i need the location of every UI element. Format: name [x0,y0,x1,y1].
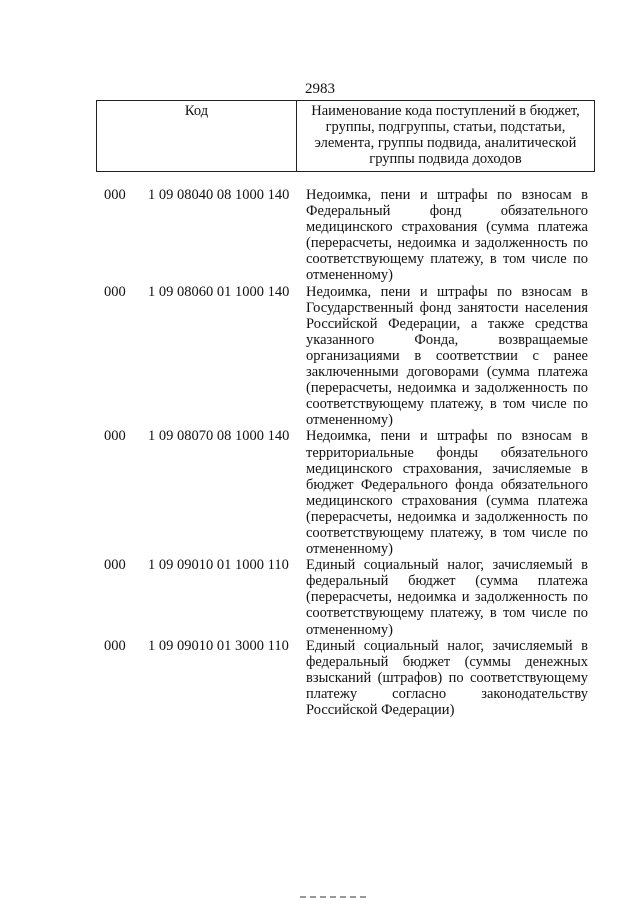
description-line: заключенными договорами (сумма платежа [306,364,588,381]
description-line: медицинского страхования (сумма платежа [306,219,588,236]
admin-code: 000 [104,187,126,203]
page-number: 2983 [305,81,335,97]
description-line: организациями в соответствии с ранее [306,347,588,364]
admin-code: 000 [104,283,126,300]
description-line: Федеральный фонд обязательного [306,203,588,220]
description-line: (перерасчеты, недоимка и задолженность по [306,508,588,525]
revenue-code: 1 09 09010 01 3000 110 [148,637,289,654]
description-line: соответствующему платежу, в том числе по [306,251,588,268]
description-line: отмененному) [306,541,393,558]
description-line: соответствующему платежу, в том числе по [306,396,588,413]
revenue-code: 1 09 08040 08 1000 140 [148,187,290,203]
name-column-header: Наименование кода поступлений в бюджет, группы, подгруппы, статьи, подстатьи, элемента, группы подвида, аналитической группы подвида доходов [311,103,580,167]
description-line: платежу согласно законодательству [306,685,588,702]
table-row [0,428,640,557]
admin-code: 000 [104,637,126,654]
revenue-description [306,638,588,718]
description-line: отмененному) [306,412,393,429]
description-line: медицинского страхования (сумма платежа [306,492,588,509]
description-line: Российской Федерации, а также средства [306,315,588,332]
revenue-code: 1 09 08060 01 1000 140 [148,283,290,300]
description-line: Единый социальный налог, зачисляемый в [306,637,588,654]
table-row [0,187,640,284]
description-line: Недоимка, пени и штрафы по взносам в [306,283,588,300]
description-line: отмененному) [306,267,393,284]
description-line: (перерасчеты, недоимка и задолженность по [306,380,588,397]
description-line: бюджет Федерального фонда обязательного [306,476,588,493]
table-row [0,638,640,718]
table-header [96,100,595,172]
admin-code: 000 [104,557,126,574]
revenue-code: 1 09 09010 01 1000 110 [148,557,289,574]
description-line: указанного Фонда, возвращаемые [306,331,588,348]
description-line: Недоимка, пени и штрафы по взносам в [306,187,588,203]
scan-artifact-mark [300,896,370,898]
revenue-code: 1 09 08070 08 1000 140 [148,428,290,445]
table-row [0,284,640,429]
description-line: Государственный фонд занятости населения [306,299,588,316]
description-line: федеральный бюджет (суммы денежных [306,653,588,670]
revenue-description [306,187,588,284]
description-line: соответствующему платежу, в том числе по [306,524,588,541]
admin-code: 000 [104,428,126,445]
revenue-description [306,557,588,637]
description-line: федеральный бюджет (сумма платежа [306,573,588,590]
code-column-header: Код [97,101,297,171]
description-line: (перерасчеты, недоимка и задолженность по [306,589,588,606]
description-line: (перерасчеты, недоимка и задолженность по [306,235,588,252]
description-line: медицинского страхования, зачисляемые в [306,460,588,477]
table-row [0,557,640,637]
description-line: Недоимка, пени и штрафы по взносам в [306,428,588,445]
revenue-description [306,428,588,557]
description-line: Единый социальный налог, зачисляемый в [306,557,588,574]
description-line: территориальные фонды обязательного [306,444,588,461]
description-line: взысканий (штрафов) по соответствующему [306,669,588,686]
description-line: соответствующему платежу, в том числе по [306,605,588,622]
description-line: отмененному) [306,621,393,638]
description-line: Российской Федерации) [306,702,455,718]
revenue-description [306,284,588,429]
table-body [0,187,640,718]
